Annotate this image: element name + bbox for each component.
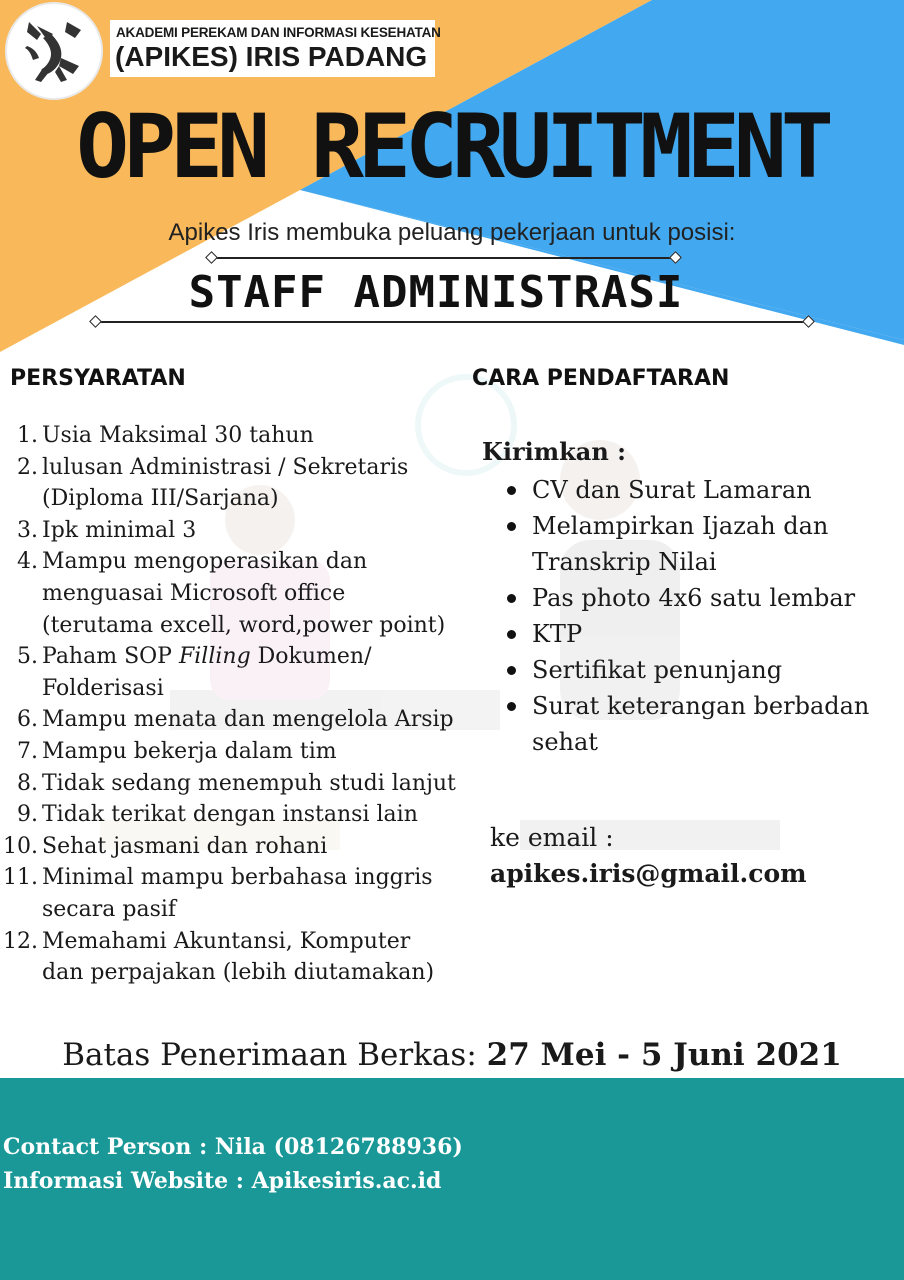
requirement-item: 2. lulusan Administrasi / Sekretaris (Diploma III/Sarjana) bbox=[17, 454, 409, 512]
registration-item: Melampirkan Ijazah dan Transkrip Nilai bbox=[482, 508, 902, 580]
requirement-item: 5. Paham SOP Filling Dokumen/ Folderisasi bbox=[17, 644, 372, 701]
email-label: ke email : bbox=[490, 823, 614, 852]
bullet-icon bbox=[507, 594, 516, 603]
contact-website[interactable]: Informasi Website : Apikesiris.ac.id bbox=[3, 1168, 442, 1194]
requirements-list bbox=[0, 420, 470, 989]
deadline-label: Batas Penerimaan Berkas: bbox=[62, 1037, 487, 1073]
divider-top bbox=[212, 257, 675, 259]
requirement-item: 9. Tidak terikat dengan instansi lain bbox=[17, 802, 418, 828]
contact-block bbox=[3, 1130, 463, 1198]
requirement-item: 3. Ipk minimal 3 bbox=[17, 517, 197, 543]
institution-line-1: AKADEMI PEREKAM DAN INFORMASI KESEHATAN bbox=[116, 25, 441, 40]
registration-title: CARA PENDAFTARAN bbox=[472, 366, 730, 391]
registration-item: CV dan Surat Lamaran bbox=[482, 472, 902, 508]
email-address[interactable]: apikes.iris@gmail.com bbox=[490, 859, 807, 888]
tagline: Apikes Iris membuka peluang pekerjaan untuk posisi: bbox=[168, 219, 736, 246]
position-title: STAFF ADMINISTRASI bbox=[188, 267, 684, 318]
deadline bbox=[0, 1037, 904, 1073]
registration-item: Surat keterangan berbadan sehat bbox=[482, 688, 902, 760]
bullet-icon bbox=[507, 666, 516, 675]
registration-item: Sertifikat penunjang bbox=[482, 652, 902, 688]
divider-bottom bbox=[96, 321, 808, 323]
requirement-item: 12. Memahami Akuntansi, Komputer dan perpajakan (lebih diutamakan) bbox=[3, 928, 435, 986]
bullet-icon bbox=[507, 486, 516, 495]
logo-figure-icon bbox=[7, 4, 101, 98]
registration-section bbox=[482, 432, 902, 760]
registration-item: Pas photo 4x6 satu lembar bbox=[482, 580, 902, 616]
bullet-icon bbox=[507, 630, 516, 639]
requirement-item: 11. Minimal mampu berbahasa inggris secara pasif bbox=[3, 865, 433, 922]
email-block bbox=[490, 820, 807, 892]
institution-line-2: (APIKES) IRIS PADANG bbox=[115, 41, 428, 72]
institution-name-box bbox=[110, 20, 441, 77]
send-label: Kirimkan : bbox=[482, 437, 626, 466]
requirement-item: 6. Mampu menata dan mengelola Arsip bbox=[17, 707, 454, 733]
registration-item: KTP bbox=[482, 616, 902, 652]
requirement-item: 7. Mampu bekerja dalam tim bbox=[17, 738, 337, 764]
headline: OPEN RECRUITMENT bbox=[76, 95, 828, 198]
registration-list bbox=[482, 472, 902, 760]
institution-logo bbox=[5, 2, 103, 100]
requirement-item: 4. Mampu mengoperasikan dan menguasai Microsoft office (terutama excell, word,power point) bbox=[17, 549, 446, 638]
contact-person: Contact Person : Nila (08126788936) bbox=[3, 1134, 463, 1160]
bullet-icon bbox=[507, 522, 516, 531]
deadline-dates: 27 Mei - 5 Juni 2021 bbox=[486, 1037, 842, 1073]
bullet-icon bbox=[507, 702, 516, 711]
requirements-title: PERSYARATAN bbox=[10, 366, 186, 391]
requirement-item: 8. Tidak sedang menempuh studi lanjut bbox=[17, 770, 456, 796]
requirement-item: 10. Sehat jasmani dan rohani bbox=[3, 833, 328, 859]
requirement-item: 1. Usia Maksimal 30 tahun bbox=[17, 423, 314, 448]
